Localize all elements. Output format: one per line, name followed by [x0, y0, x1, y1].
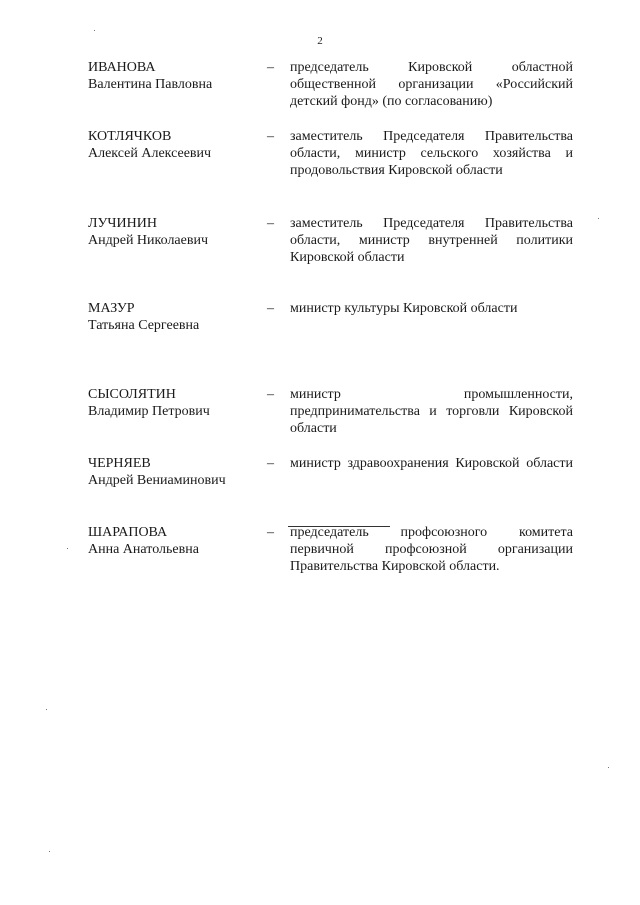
- member-given-names: Андрей Николаевич: [88, 233, 208, 248]
- dash-separator: –: [267, 456, 274, 471]
- member-name: [88, 215, 263, 249]
- member-name: [88, 128, 263, 162]
- member-surname: ШАРАПОВА: [88, 525, 168, 540]
- member-list: [0, 59, 640, 574]
- member-position: председатель Кировской областной общественной организации «Российский детский фонд» (по согласованию): [290, 60, 573, 109]
- closing-rule: [288, 526, 390, 527]
- member-given-names: Алексей Алексеевич: [88, 146, 212, 161]
- member-name: [88, 386, 263, 420]
- member-entry-ivanova: [0, 59, 640, 109]
- scan-speck: [67, 548, 68, 549]
- member-name: [88, 59, 263, 93]
- scan-speck: [94, 30, 95, 31]
- member-name: [88, 300, 263, 334]
- dash-separator: –: [267, 216, 274, 231]
- member-entry-chernyaev: [0, 455, 640, 488]
- member-name: [88, 524, 263, 558]
- member-entry-kotlyachkov: [0, 128, 640, 178]
- member-entry-mazur: [0, 300, 640, 333]
- member-surname: ЛУЧИНИН: [88, 216, 157, 231]
- member-position: заместитель Председателя Правительства области, министр внутренней политики Кировской области: [290, 216, 573, 265]
- dash-separator: –: [267, 387, 274, 402]
- member-given-names: Татьяна Сергеевна: [88, 318, 200, 333]
- member-surname: СЫСОЛЯТИН: [88, 387, 176, 402]
- member-given-names: Владимир Петрович: [88, 404, 210, 419]
- member-position: министр здравоохранения Кировской области: [290, 456, 573, 471]
- member-surname: ИВАНОВА: [88, 60, 156, 75]
- member-given-names: Валентина Павловна: [88, 77, 213, 92]
- member-entry-sysolyatin: [0, 386, 640, 436]
- dash-separator: –: [267, 525, 274, 540]
- member-position: министр культуры Кировской области: [290, 301, 518, 316]
- member-surname: КОТЛЯЧКОВ: [88, 129, 172, 144]
- scan-speck: [46, 709, 47, 710]
- dash-separator: –: [267, 301, 274, 316]
- dash-separator: –: [267, 129, 274, 144]
- scan-speck: [608, 767, 609, 768]
- page-number: 2: [317, 35, 323, 47]
- member-entry-luchinin: [0, 215, 640, 265]
- member-name: [88, 455, 263, 489]
- member-position: заместитель Председателя Правительства области, министр сельского хозяйства и продовольствия Кировской области: [290, 129, 573, 178]
- member-given-names: Анна Анатольевна: [88, 542, 199, 557]
- scan-speck: [49, 851, 50, 852]
- dash-separator: –: [267, 60, 274, 75]
- member-position: председатель профсоюзного комитета первичной профсоюзной организации Правительства Кировской области.: [290, 525, 573, 574]
- member-surname: ЧЕРНЯЕВ: [88, 456, 151, 471]
- member-given-names: Андрей Вениаминович: [88, 473, 226, 488]
- scan-speck: [598, 218, 599, 219]
- member-surname: МАЗУР: [88, 301, 135, 316]
- member-position: министр промышленности, предпринимательства и торговли Кировской области: [290, 387, 573, 436]
